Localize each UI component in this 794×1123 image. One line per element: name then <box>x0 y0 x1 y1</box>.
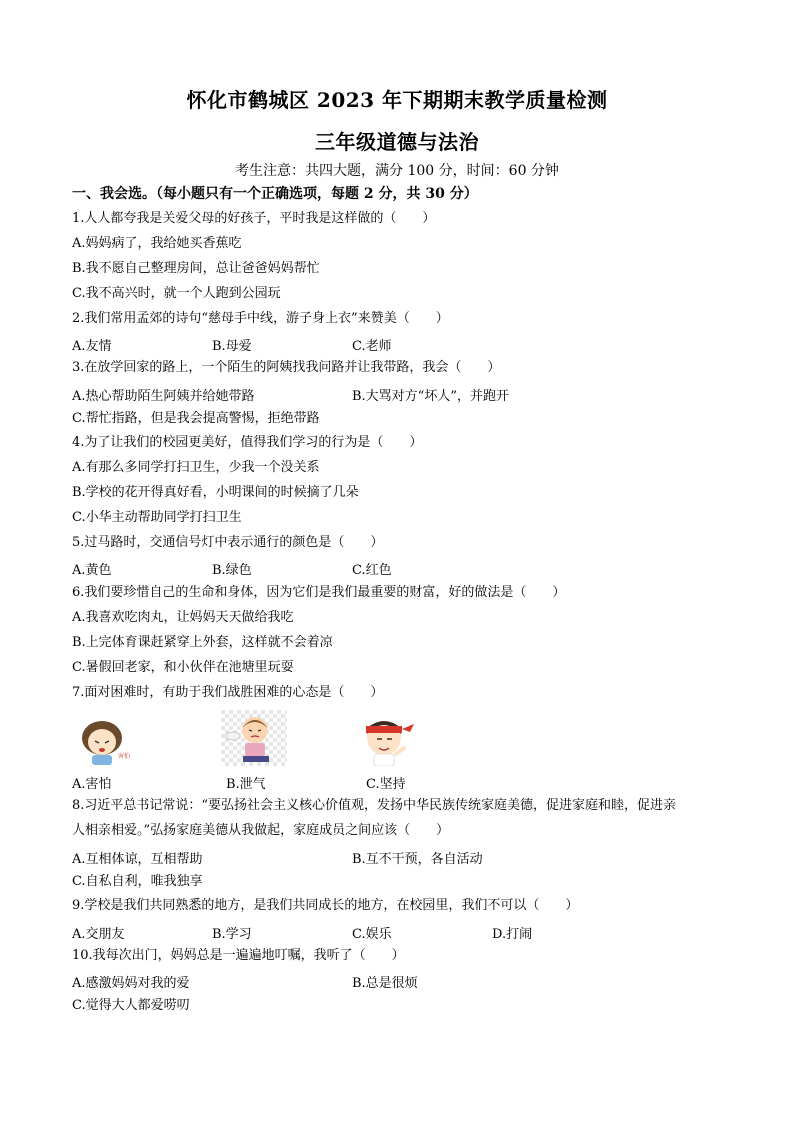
question-option: A.互相体谅，互相帮助 <box>72 852 203 867</box>
scared-child-picture <box>72 710 138 766</box>
page-subtitle: 三年级道德与法治 <box>315 130 479 154</box>
question-option: B.我不愿自己整理房间，总让爸爸妈妈帮忙 <box>72 261 320 276</box>
question-option: B.总是很烦 <box>352 976 418 991</box>
picture-caption: 害怕 <box>118 753 131 760</box>
question-stem: 7.面对困难时，有助于我们战胜困难的心态是（ ） <box>72 685 384 700</box>
question-option: A.我喜欢吃肉丸，让妈妈天天做给我吃 <box>72 610 294 625</box>
question-stem: 2.我们常用孟郊的诗句“慈母手中线，游子身上衣”来赞美（ ） <box>72 311 449 326</box>
question-stem: 4.为了让我们的校园更美好，值得我们学习的行为是（ ） <box>72 435 423 450</box>
question-option: A.妈妈病了，我给她买香蕉吃 <box>72 236 242 251</box>
question-stem: 10.我每次出门，妈妈总是一遍遍地叮嘱，我听了（ ） <box>72 948 405 963</box>
question-option: B.大骂对方“坏人”，并跑开 <box>352 389 509 404</box>
question-option: C.红色 <box>352 563 392 578</box>
question-option: C.觉得大人都爱唠叨 <box>72 998 190 1013</box>
question-stem: 1.人人都夸我是关爱父母的好孩子，平时我是这样做的（ ） <box>72 211 436 226</box>
question-option: A.有那么多同学打扫卫生，少我一个没关系 <box>72 460 320 475</box>
question-option: B.学校的花开得真好看，小明课间的时候摘了几朵 <box>72 485 359 500</box>
question-stem-continued: 人相亲相爱。”弘扬家庭美德从我做起，家庭成员之间应该（ ） <box>72 823 450 838</box>
question-option: A.交朋友 <box>72 927 125 942</box>
question-option: C.帮忙指路，但是我会提高警惕，拒绝带路 <box>72 411 320 426</box>
question-option: B.绿色 <box>212 563 252 578</box>
question-stem: 5.过马路时，交通信号灯中表示通行的颜色是（ ） <box>72 535 384 550</box>
question-option: C.坚持 <box>366 777 406 792</box>
question-option: D.打闹 <box>492 927 533 942</box>
question-stem: 6.我们要珍惜自己的生命和身体，因为它们是我们最重要的财富，好的做法是（ ） <box>72 585 566 600</box>
question-option: C.小华主动帮助同学打扫卫生 <box>72 510 242 525</box>
question-option: B.学习 <box>212 927 252 942</box>
page-title: 怀化市鹤城区 2023 年下期期末教学质量检测 <box>186 88 608 112</box>
question-option: C.娱乐 <box>352 927 392 942</box>
exam-notice: 考生注意：共四大题，满分 100 分，时间：60 分钟 <box>235 163 559 179</box>
question-stem: 3.在放学回家的路上，一个陌生的阿姨找我问路并让我带路，我会（ ） <box>72 360 501 375</box>
question-option: C.我不高兴时，就一个人跑到公园玩 <box>72 286 281 301</box>
question-stem: 8.习近平总书记常说：“要弘扬社会主义核心价值观，发扬中华民族传统家庭美德，促进家庭和睦，促进亲 <box>72 798 677 813</box>
question-option: C.暑假回老家，和小伙伴在池塘里玩耍 <box>72 660 294 675</box>
question-option: C.老师 <box>352 339 392 354</box>
question-option: B.上完体育课赶紧穿上外套，这样就不会着凉 <box>72 635 333 650</box>
question-option: B.泄气 <box>226 777 266 792</box>
question-option: A.友情 <box>72 339 112 354</box>
question-option: A.热心帮助陌生阿姨并给她带路 <box>72 389 255 404</box>
question-option: B.母爱 <box>212 339 252 354</box>
question-option: A.感激妈妈对我的爱 <box>72 976 190 991</box>
sulking-child-picture <box>221 710 287 766</box>
question-option: A.害怕 <box>72 777 112 792</box>
question-option: C.自私自利，唯我独享 <box>72 874 203 889</box>
section-heading: 一、我会选。（每小题只有一个正确选项，每题 2 分，共 30 分） <box>72 186 478 202</box>
question-option: B.互不干预，各自活动 <box>352 852 483 867</box>
persevering-child-picture <box>352 710 418 766</box>
question-stem: 9.学校是我们共同熟悉的地方，是我们共同成长的地方，在校园里，我们不可以（ ） <box>72 898 579 913</box>
question-option: A.黄色 <box>72 563 112 578</box>
